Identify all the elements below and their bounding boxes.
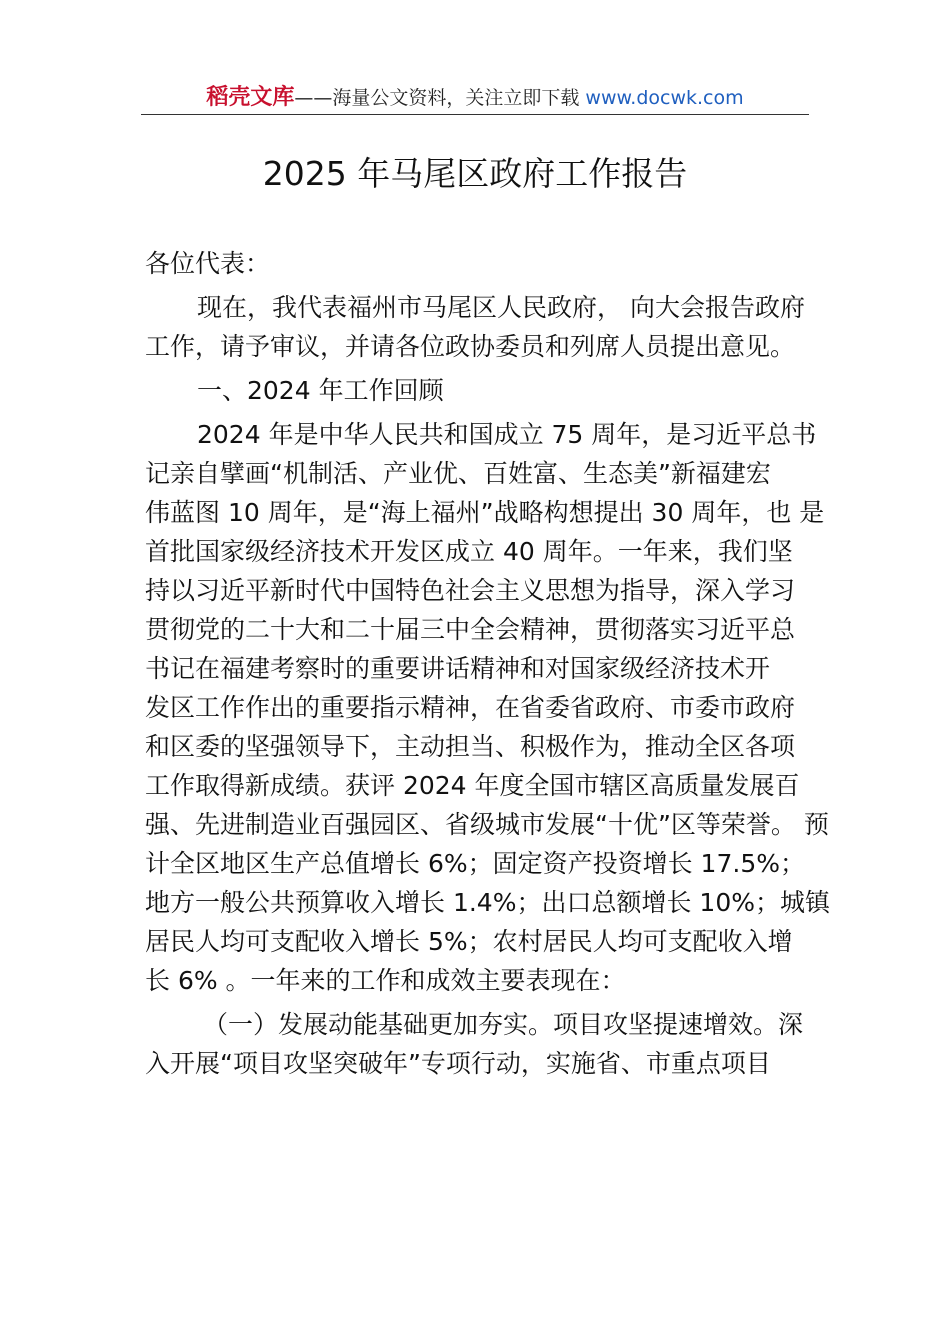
paragraph-line: 工作，请予审议，并请各位政协委员和列席人员提出意见。: [145, 332, 796, 361]
paragraph-line: 持以习近平新时代中国特色社会主义思想为指导，深入学习: [145, 576, 796, 605]
header-divider: [141, 114, 809, 115]
salutation: 各位代表：: [145, 249, 271, 278]
paragraph-line: 书记在福建考察时的重要讲话精神和对国家级经济技术开: [145, 654, 771, 683]
page-header: [141, 84, 809, 114]
header-slogan: ——海量公文资料，关注立即下载: [294, 87, 580, 109]
paragraph-line: 2024 年是中华人民共和国成立 75 周年，是习近平总书: [197, 420, 817, 449]
paragraph-line: 和区委的坚强领导下，主动担当、积极作为，推动全区各项: [145, 732, 796, 761]
section-heading: 一、2024 年工作回顾: [197, 376, 444, 405]
paragraph-line: 贯彻党的二十大和二十届三中全会精神，贯彻落实习近平总: [145, 615, 796, 644]
paragraph-line: 发区工作作出的重要指示精神，在省委省政府、市委市政府: [145, 693, 796, 722]
paragraph-line: 计全区地区生产总值增长 6%；固定资产投资增长 17.5%；: [145, 849, 805, 878]
document-body: [145, 244, 830, 1083]
brand-name: 稻壳文库: [206, 85, 295, 110]
header-url-link[interactable]: www.docwk.com: [585, 87, 744, 109]
paragraph-line: 居民人均可支配收入增长 5%；农村居民人均可支配收入增: [145, 927, 793, 956]
paragraph-line: 工作取得新成绩。获评 2024 年度全国市辖区高质量发展百: [145, 771, 800, 800]
paragraph-line: 伟蓝图 10 周年，是“海上福州”战略构想提出 30 周年，也 是: [145, 498, 825, 527]
paragraph-line: 地方一般公共预算收入增长 1.4%；出口总额增长 10%；城镇: [145, 888, 830, 917]
paragraph-line: 强、先进制造业百强园区、省级城市发展“十优”区等荣誉。 预: [145, 810, 829, 839]
paragraph-line: 首批国家级经济技术开发区成立 40 周年。一年来，我们坚: [145, 537, 793, 566]
paragraph-line: 现在，我代表福州市马尾区人民政府， 向大会报告政府: [197, 293, 805, 322]
paragraph-line: 入开展“项目攻坚突破年”专项行动，实施省、市重点项目: [145, 1049, 771, 1078]
paragraph-line: 记亲自擘画“机制活、产业优、百姓富、生态美”新福建宏: [145, 459, 771, 488]
paragraph-line: （一）发展动能基础更加夯实。项目攻坚提速增效。深: [203, 1010, 804, 1039]
document-title: 2025 年马尾区政府工作报告: [262, 154, 688, 193]
paragraph-line: 长 6% 。一年来的工作和成效主要表现在：: [145, 966, 626, 995]
